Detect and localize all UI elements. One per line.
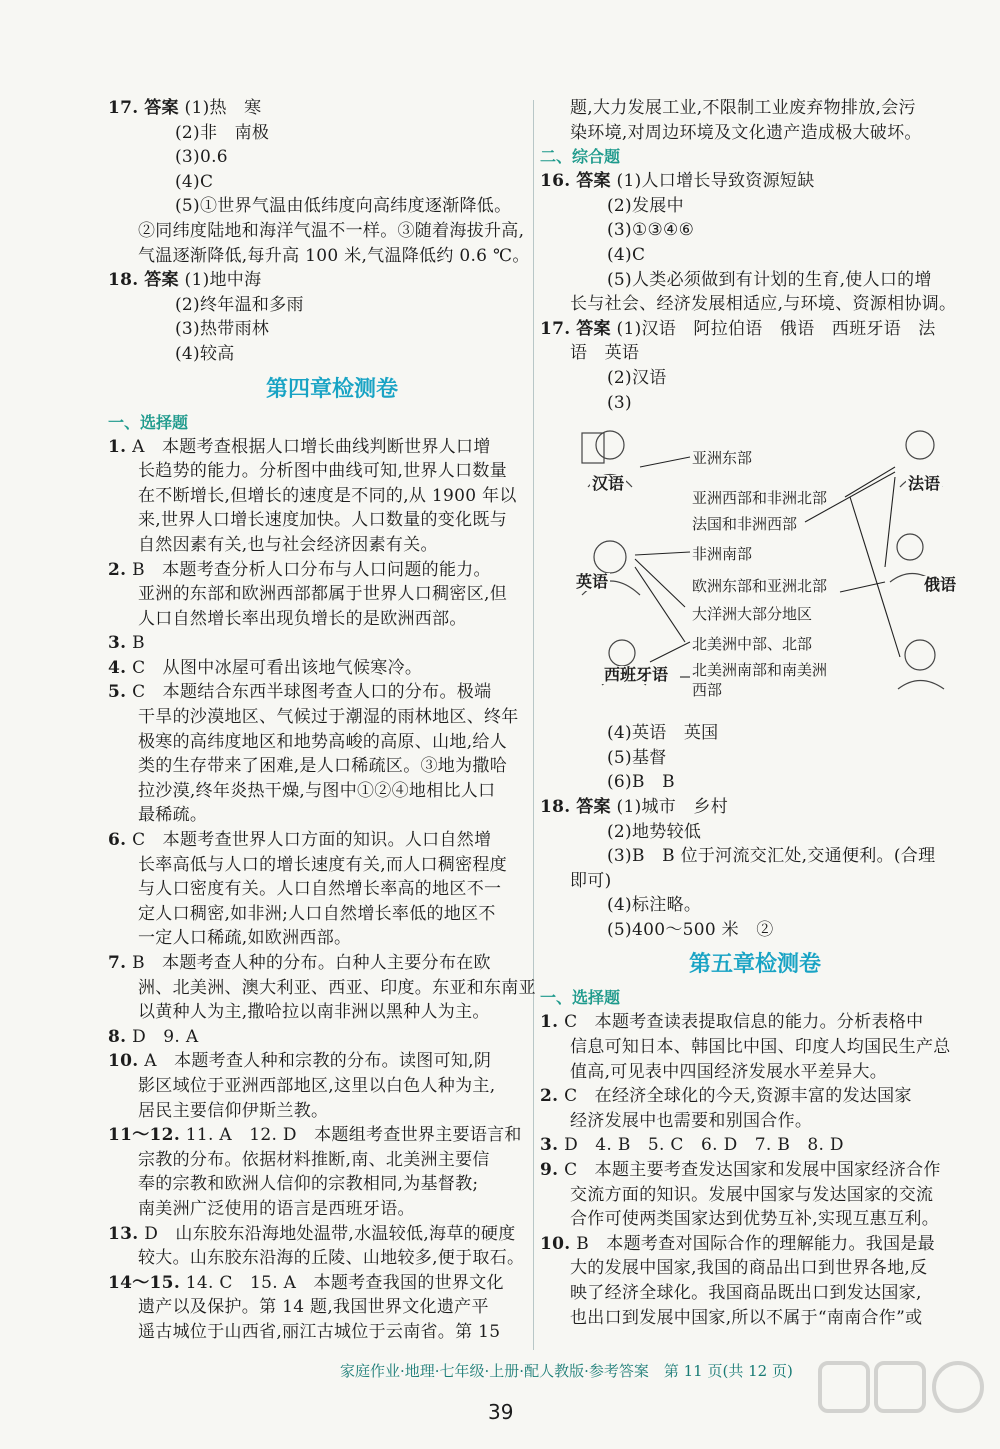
question-number: 10. xyxy=(108,1051,139,1072)
answer-text: B 本题考查对国际合作的理解能力。我国是最 xyxy=(570,1233,935,1254)
answer-line xyxy=(540,1060,970,1085)
answer-text: B 本题考查人种的分布。白种人主要分布在欧 xyxy=(126,953,491,973)
answer-line xyxy=(108,1172,526,1197)
answer-text: 奉的宗教和欧洲人信仰的宗教相同,为基督教; xyxy=(138,1174,479,1195)
english-child-illustration xyxy=(594,541,626,573)
answer-line xyxy=(108,1320,526,1345)
section-heading: 二、综合题 xyxy=(540,147,621,167)
question-number: 18. xyxy=(108,270,139,291)
answer-line xyxy=(108,1074,526,1099)
question-line xyxy=(108,631,526,656)
answer-line xyxy=(108,779,526,804)
answer-text: 以黄种人为主,撒哈拉以南非洲以黑种人为主。 xyxy=(138,1002,490,1023)
region-label: 北美洲南部和南美洲 xyxy=(692,661,828,680)
question-line xyxy=(108,558,526,583)
answer-text: (1)人口增长导致资源短缺 xyxy=(616,171,815,192)
question-number: 9. xyxy=(540,1160,559,1181)
spanish-child-illustration xyxy=(609,640,635,666)
q17-head xyxy=(540,317,970,342)
answer-line: (5)400～500 米 ② xyxy=(607,919,774,940)
question-line xyxy=(108,680,526,705)
answer-text: 居民主要信仰伊斯兰教。 xyxy=(138,1100,329,1121)
question-number: 18. xyxy=(540,796,571,817)
answer-line xyxy=(540,1183,970,1208)
arabic-child-illustration xyxy=(905,640,935,670)
answer-line: 题,大力发展工业,不限制工业废弃物排放,会污 xyxy=(570,98,916,118)
answer-text: (1)热 寒 xyxy=(184,98,262,118)
answer-text: 较大。山东胶东沿海的丘陵、山地较多,便于取石。 xyxy=(138,1248,525,1269)
q17-head xyxy=(108,96,526,121)
question-number: 14～15. xyxy=(108,1272,181,1293)
answer-line xyxy=(108,1148,526,1173)
answer-text: 影区域位于亚洲西部地区,这里以白色人种为主, xyxy=(138,1075,496,1096)
answer-line xyxy=(540,1306,970,1331)
answer-line xyxy=(540,1281,970,1306)
answer-text: 拉沙漠,终年炎热干燥,与图中①②④地相比人口 xyxy=(138,780,496,801)
question-line xyxy=(108,1222,526,1247)
answer-text: 长趋势的能力。分析图中曲线可知,世界人口数量 xyxy=(138,461,508,482)
answer-line xyxy=(108,705,526,730)
chapter4-title: 第四章检测卷 xyxy=(265,376,398,402)
question-number: 10. xyxy=(540,1233,571,1254)
page-number: 39 xyxy=(488,1400,514,1424)
answer-line: 语 英语 xyxy=(570,343,640,364)
answer-line: (4)C xyxy=(607,244,646,265)
q16-head xyxy=(540,169,970,194)
answer-text: C 本题考查读表提取信息的能力。分析表格中 xyxy=(558,1012,924,1033)
answer-text: 遗产以及保护。第 14 题,我国世界文化遗产平 xyxy=(138,1297,489,1318)
region-label: 北美洲中部、北部 xyxy=(692,635,813,654)
question-line xyxy=(108,656,526,681)
section-heading: 一、选择题 xyxy=(108,412,189,432)
russian-child-illustration xyxy=(897,534,923,560)
question-number: 16. xyxy=(540,171,571,192)
question-number: 6. xyxy=(108,830,127,851)
answer-line xyxy=(108,1246,526,1271)
answer-text: 亚洲的东部和欧洲西部都属于世界人口稠密区,但 xyxy=(138,584,508,605)
answer-text: 大的发展中国家,我国的商品出口到世界各地,反 xyxy=(570,1258,928,1279)
answer-text: 自然因素有关,也与社会经济因素有关。 xyxy=(138,534,438,555)
answer-line xyxy=(540,1035,970,1060)
region-label: 大洋洲大部分地区 xyxy=(692,605,813,624)
watermark-logo xyxy=(810,1355,990,1440)
region-label: 欧洲东部和亚洲北部 xyxy=(692,577,828,596)
answer-line: 气温逐渐降低,每升高 100 米,气温降低约 0.6 ℃。 xyxy=(138,245,530,266)
answer-text: (1)地中海 xyxy=(184,270,262,291)
answer-text: (1)汉语 阿拉伯语 俄语 西班牙语 法 xyxy=(616,318,936,339)
answer-text: D 4. B 5. C 6. D 7. B 8. D xyxy=(558,1135,844,1156)
answer-line: (5)人类必须做到有计划的生育,使人口的增 xyxy=(607,269,932,290)
question-number: 4. xyxy=(108,657,127,678)
question-line xyxy=(108,828,526,853)
answer-line: (3)B B 位于河流交汇处,交通便利。(合理 xyxy=(607,846,936,867)
answer-line: (3)0.6 xyxy=(175,147,228,168)
answer-line: (2)发展中 xyxy=(607,195,684,216)
answer-text: 合作可使两类国家达到优势互补,实现互惠互利。 xyxy=(570,1209,940,1230)
answer-text: 映了经济全球化。我国商品既出口到发达国家, xyxy=(570,1283,922,1303)
answer-text: 定人口稠密,如非洲;人口自然增长率低的地区不 xyxy=(138,903,496,924)
answer-line: (5)①世界气温由低纬度向高纬度逐渐降低。 xyxy=(175,196,512,217)
answer-text: C 从图中冰屋可看出该地气候寒冷。 xyxy=(126,657,423,678)
answer-line: (3)热带雨林 xyxy=(175,319,270,340)
answer-label: 答案 xyxy=(576,318,611,339)
question-line xyxy=(108,1049,526,1074)
answer-label: 答案 xyxy=(144,270,179,291)
answer-text: 人口自然增长率出现负增长的是欧洲西部。 xyxy=(138,608,467,629)
answer-text: (1)城市 乡村 xyxy=(616,796,729,817)
footer-text: 家庭作业·地理·七年级·上册·配人教版·参考答案 第 11 页(共 12 页) xyxy=(340,1362,793,1380)
answer-text: 11. A 12. D 本题组考查世界主要语言和 xyxy=(180,1125,522,1146)
question-number: 11～12. xyxy=(108,1125,181,1146)
answer-line: (5)基督 xyxy=(607,747,667,768)
question-number: 7. xyxy=(108,953,127,973)
question-line xyxy=(540,1010,970,1035)
answer-text: C 本题结合东西半球图考查人口的分布。极端 xyxy=(126,682,492,703)
answer-line xyxy=(108,484,526,509)
question-number: 1. xyxy=(108,436,127,457)
answer-line xyxy=(108,877,526,902)
question-number: 3. xyxy=(108,633,127,654)
answer-text: C 本题主要考查发达国家和发展中国家经济合作 xyxy=(558,1160,941,1181)
region-label: 亚洲东部 xyxy=(692,449,753,468)
answer-line xyxy=(540,1207,970,1232)
question-number: 17. xyxy=(108,98,139,118)
answer-line: (3)①③④⑥ xyxy=(607,220,695,241)
answer-label: 答案 xyxy=(576,796,611,817)
answer-line xyxy=(108,582,526,607)
answer-text: 值高,可见表中四国经济发展水平差异大。 xyxy=(570,1061,888,1082)
question-line xyxy=(540,1158,970,1183)
answer-line: 长与社会、经济发展相适应,与环境、资源相协调。 xyxy=(570,294,957,315)
answer-text: D 山东胶东沿海地处温带,水温较低,海草的硬度 xyxy=(138,1223,516,1244)
answer-line xyxy=(108,754,526,779)
answer-text: 洲、北美洲、澳大利亚、西亚、印度。东亚和东南亚 xyxy=(138,977,536,998)
answer-line: (2)汉语 xyxy=(607,367,667,388)
question-number: 2. xyxy=(108,559,127,580)
section-heading: 一、选择题 xyxy=(540,988,621,1008)
answer-line xyxy=(108,730,526,755)
left-answer-lines xyxy=(108,435,536,1345)
answer-text: 在不断增长,但增长的速度是不同的,从 1900 年以 xyxy=(138,485,517,506)
question-line xyxy=(540,1133,970,1158)
answer-line xyxy=(108,902,526,927)
question-line xyxy=(108,435,526,460)
answer-line xyxy=(108,926,526,951)
answer-text: 来,世界人口增长速度加快。人口数量的变化既与 xyxy=(138,510,508,531)
answer-label: 答案 xyxy=(144,98,179,118)
answer-line: (4)标注略。 xyxy=(607,895,702,916)
answer-line: 染环境,对周边环境及文化遗产造成极大破坏。 xyxy=(570,122,922,143)
answer-line xyxy=(108,607,526,632)
right-column xyxy=(540,96,970,1330)
answer-text: 经济发展中也需要和别国合作。 xyxy=(570,1110,813,1131)
column-divider xyxy=(533,100,534,1350)
left-column xyxy=(108,96,536,1345)
question-number: 5. xyxy=(108,682,127,703)
answer-text: C 在经济全球化的今天,资源丰富的发达国家 xyxy=(558,1086,912,1107)
question-number: 1. xyxy=(540,1012,559,1033)
answer-text: 最稀疏。 xyxy=(138,805,208,826)
answer-text: 类的生存带来了困难,是人口稀疏区。③地为撒哈 xyxy=(138,756,508,777)
right-answer-lines xyxy=(540,1010,970,1330)
language-label-spanish: 西班牙语 xyxy=(604,665,669,685)
answer-text: 宗教的分布。依据材料推断,南、北美洲主要信 xyxy=(138,1149,490,1170)
answer-line: (6)B B xyxy=(607,772,675,793)
book-illustration xyxy=(582,433,604,463)
question-line xyxy=(108,1271,526,1296)
answer-line xyxy=(540,1109,970,1134)
answer-text: 遥古城位于山西省,丽江古城位于云南省。第 15 xyxy=(138,1321,501,1342)
question-number: 17. xyxy=(540,318,571,339)
answer-text: A 本题考查根据人口增长曲线判断世界人口增 xyxy=(126,436,491,457)
question-line xyxy=(108,1025,526,1050)
region-label: 法国和非洲西部 xyxy=(692,515,798,534)
question-number: 2. xyxy=(540,1086,559,1107)
region-label: 非洲南部 xyxy=(692,545,753,564)
language-label-russian: 俄语 xyxy=(924,575,957,595)
answer-line xyxy=(108,976,536,1001)
answer-line: (2)地势较低 xyxy=(607,821,702,842)
answer-text: B 本题考查分析人口分布与人口问题的能力。 xyxy=(126,559,491,580)
answer-line xyxy=(108,1099,526,1124)
answer-line xyxy=(108,1000,526,1025)
chapter5-title: 第五章检测卷 xyxy=(688,952,821,978)
french-child-illustration xyxy=(906,431,934,459)
question-line xyxy=(108,951,526,976)
q18-head xyxy=(108,268,526,293)
answer-text: D 9. A xyxy=(126,1026,199,1047)
answer-line xyxy=(108,803,526,828)
answer-text: 信息可知日本、韩国比中国、印度人均国民生产总 xyxy=(570,1037,951,1058)
answer-text: 一定人口稀疏,如欧洲西部。 xyxy=(138,928,352,949)
question-number: 13. xyxy=(108,1223,139,1244)
answer-text: 与人口密度有关。人口自然增长率高的地区不一 xyxy=(138,879,502,900)
answer-text: A 本题考查人种和宗教的分布。读图可知,阴 xyxy=(138,1051,492,1072)
question-number: 3. xyxy=(540,1135,559,1156)
answer-line xyxy=(108,508,526,533)
answer-text: 交流方面的知识。发展中国家与发达国家的交流 xyxy=(570,1184,934,1205)
answer-text: 也出口到发展中国家,所以不属于“南南合作”或 xyxy=(570,1307,923,1328)
question-line xyxy=(540,1084,970,1109)
answer-line xyxy=(108,853,526,878)
answer-line: (2)非 南极 xyxy=(175,122,270,143)
language-label-french: 法语 xyxy=(908,474,941,494)
answer-line xyxy=(108,459,526,484)
q18-head xyxy=(540,795,970,820)
answer-text: 干旱的沙漠地区、气候过于潮湿的雨林地区、终年 xyxy=(138,707,519,728)
language-matching-diagram xyxy=(540,417,970,717)
chinese-child-illustration xyxy=(596,431,624,459)
language-label-english: 英语 xyxy=(576,572,609,592)
answer-label: 答案 xyxy=(576,171,611,192)
answer-line xyxy=(108,533,526,558)
region-label: 西部 xyxy=(692,681,723,700)
answer-line: ②同纬度陆地和海洋气温不一样。③随着海拔升高, xyxy=(138,220,525,241)
answer-line: (4)C xyxy=(175,171,214,192)
question-line xyxy=(540,1232,970,1257)
answer-text: 南美洲广泛使用的语言是西班牙语。 xyxy=(138,1198,415,1219)
answer-text: 14. C 15. A 本题考查我国的世界文化 xyxy=(180,1272,504,1293)
language-label-chinese: 汉语 xyxy=(592,474,625,494)
answer-text: B xyxy=(126,633,145,654)
answer-line xyxy=(108,1295,526,1320)
question-number: 8. xyxy=(108,1026,127,1047)
answer-line: (4)英语 英国 xyxy=(607,723,719,744)
answer-text: C 本题考查世界人口方面的知识。人口自然增 xyxy=(126,830,492,851)
answer-line xyxy=(540,1256,970,1281)
answer-line: (4)较高 xyxy=(175,343,235,364)
answer-line: (2)终年温和多雨 xyxy=(175,294,304,315)
region-label: 亚洲西部和非洲北部 xyxy=(692,489,828,508)
answer-text: 长率高低与人口的增长速度有关,而人口稠密程度 xyxy=(138,854,508,875)
question-line xyxy=(108,1123,526,1148)
answer-line: 即可) xyxy=(570,870,612,891)
answer-text: 极寒的高纬度地区和地势高峻的高原、山地,给人 xyxy=(138,731,508,752)
answer-line: (3) xyxy=(607,392,632,413)
answer-line xyxy=(108,1197,526,1222)
